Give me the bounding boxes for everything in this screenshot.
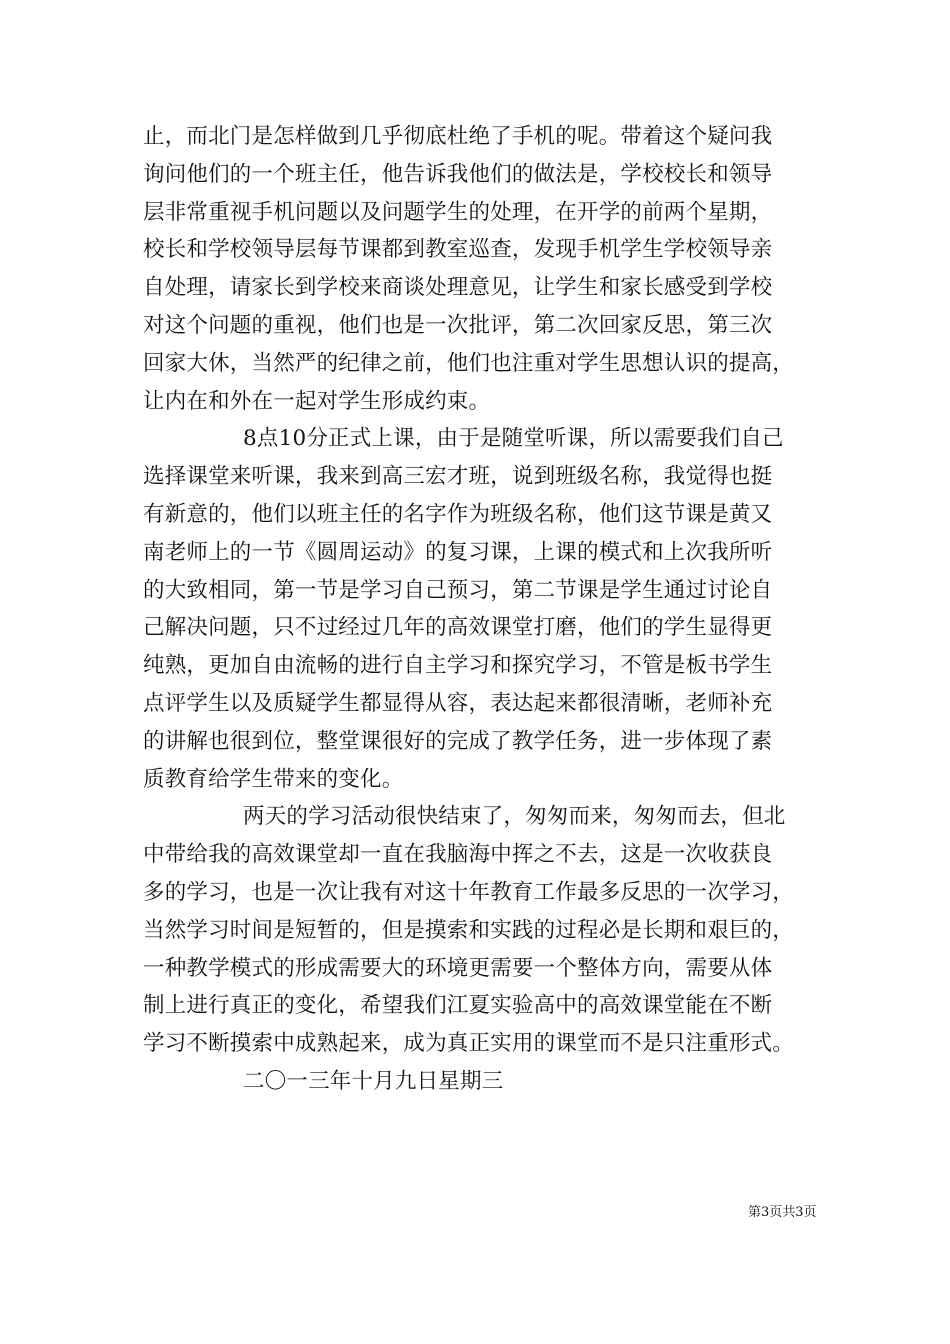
text-line: 有新意的，他们以班主任的名字作为班级名称，他们这节课是黄又 [143,501,773,527]
text-line: 当然学习时间是短暂的，但是摸索和实践的过程必是长期和艰巨的， [143,917,795,943]
text-line: 中带给我的高效课堂却一直在我脑海中挥之不去，这是一次收获良 [143,842,773,868]
page-number-footer: 第3页共3页 [748,1205,817,1220]
text-line: 南老师上的一节《圆周运动》的复习课，上课的模式和上次我所听 [143,539,773,565]
text-line: 点评学生以及质疑学生都显得从容，表达起来都很清晰，老师补充 [143,690,773,716]
text-line: 止，而北门是怎样做到几乎彻底杜绝了手机的呢。带着这个疑问我 [143,124,773,149]
text-line: 询问他们的一个班主任，他告诉我他们的做法是，学校校长和领导 [143,161,773,187]
text-line: 对这个问题的重视，他们也是一次批评，第二次回家反思，第三次 [143,312,773,338]
document-body [143,118,833,1101]
text-line: 学习不断摸索中成熟起来，成为真正实用的课堂而不是只注重形式。 [143,1031,795,1057]
text-line: 纯熟，更加自由流畅的进行自主学习和探究学习，不管是板书学生 [143,653,773,679]
document-date: 二〇一三年十月九日星期三 [243,1068,504,1094]
text-line: 制上进行真正的变化，希望我们江夏实验高中的高效课堂能在不断 [143,993,773,1019]
text-line: 的大致相同，第一节是学习自己预习，第二节课是学生通过讨论自 [143,577,773,603]
text-line: 己解决问题，只不过经过几年的高效课堂打磨，他们的学生显得更 [143,615,773,641]
text-line: 一种教学模式的形成需要大的环境更需要一个整体方向，需要从体 [143,955,773,981]
text-line: 让内在和外在一起对学生形成约束。 [143,388,491,414]
paragraph-start-line: 8点10分正式上课，由于是随堂听课，所以需要我们自己 [243,426,784,452]
text-line: 多的学习，也是一次让我有对这十年教育工作最多反思的一次学习， [143,879,795,905]
text-line: 回家大休，当然严的纪律之前，他们也注重对学生思想认识的提高， [143,350,795,376]
text-line: 层非常重视手机问题以及问题学生的处理，在开学的前两个星期， [143,199,773,225]
text-line: 自处理，请家长到学校来商谈处理意见，让学生和家长感受到学校 [143,275,773,301]
paragraph-start-line: 两天的学习活动很快结束了，匆匆而来，匆匆而去，但北 [243,804,786,830]
text-line: 选择课堂来听课，我来到高三宏才班，说到班级名称，我觉得也挺 [143,464,773,490]
text-line: 的讲解也很到位，整堂课很好的完成了教学任务，进一步体现了素 [143,728,773,754]
text-line: 校长和学校领导层每节课都到教室巡查，发现手机学生学校领导亲 [143,237,773,263]
text-line: 质教育给学生带来的变化。 [143,766,404,792]
